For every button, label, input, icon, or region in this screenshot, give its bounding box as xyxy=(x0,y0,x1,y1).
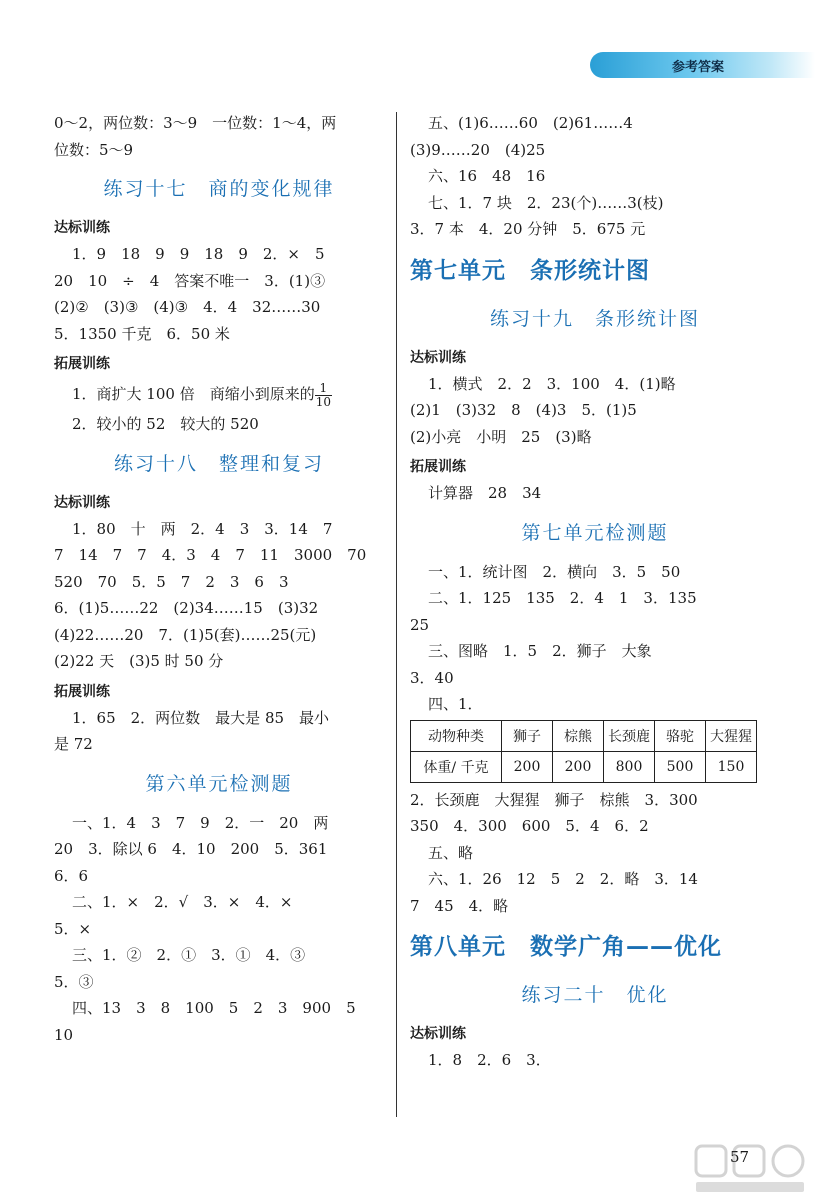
block-label: 达标训练 xyxy=(54,220,110,236)
block-label: 拓展训练 xyxy=(54,356,110,372)
unit-title: 第七单元 条形统计图 xyxy=(410,257,650,284)
answer-line: (2)22 天 (3)5 时 50 分 xyxy=(54,652,224,670)
answer-line: 六、1．26 12 5 2 2．略 3．14 xyxy=(428,870,698,888)
section-title: 练习二十 优化 xyxy=(521,984,669,1006)
section-title: 练习十七 商的变化规律 xyxy=(103,178,335,200)
answer-line: (2)② (3)③ (4)③ 4．4 32……30 xyxy=(54,298,321,316)
table-cell: 动物种类 xyxy=(411,720,502,751)
intro-line: 位数：5～9 xyxy=(54,140,134,159)
answer-line: 七、1．7 块 2．23(个)……3(枝) xyxy=(428,193,664,212)
table-cell: 500 xyxy=(655,751,706,782)
answer-line: 2．较小的 52 较大的 520 xyxy=(72,415,259,433)
answer-line xyxy=(54,377,384,411)
fraction-numerator: 1 xyxy=(315,382,332,396)
column-divider xyxy=(396,112,397,1117)
intro-line: 0～2，两位数：3～9 一位数：1～4，两 xyxy=(54,114,337,132)
answer-line: 五、略 xyxy=(428,843,474,862)
answer-line: 5．× xyxy=(54,919,92,938)
left-column xyxy=(54,110,384,1048)
table-cell: 长颈鹿 xyxy=(604,720,655,751)
answer-line: 1．8 2．6 3． xyxy=(428,1051,551,1069)
answer-line: 1．9 18 9 9 18 9 2．× 5 xyxy=(72,245,325,263)
answer-line: 是 72 xyxy=(54,735,93,753)
answer-line: 10 xyxy=(54,1025,74,1044)
answer-line: (4)22……20 7．(1)5(套)……25(元) xyxy=(54,625,317,644)
watermark-logo-icon xyxy=(690,1140,810,1196)
block-label: 拓展训练 xyxy=(54,683,110,700)
answer-line: 三、1．② 2．① 3．① 4．③ xyxy=(72,946,306,964)
answer-line: 3．40 xyxy=(410,668,454,687)
table-row xyxy=(411,751,757,782)
answer-line: 六、16 48 16 xyxy=(428,167,546,185)
answer-line: 四、1． xyxy=(428,695,483,713)
answer-line: 1．65 2．两位数 最大是 85 最小 xyxy=(72,708,330,727)
fraction xyxy=(315,382,332,409)
answer-line: (2)1 (3)32 8 (4)3 5．(1)5 xyxy=(410,401,637,419)
answer-line: 6．(1)5……22 (2)34……15 (3)32 xyxy=(54,599,319,617)
fraction-denominator: 10 xyxy=(315,394,331,409)
block-label: 达标训练 xyxy=(410,1026,466,1042)
answer-line: 20 10 ÷ 4 答案不唯一 3．(1)③ xyxy=(54,271,326,290)
answer-line: 2．长颈鹿 大猩猩 狮子 棕熊 3．300 xyxy=(410,790,698,809)
answer-line: 20 3．除以 6 4．10 200 5．361 xyxy=(54,840,328,858)
table-cell: 狮子 xyxy=(502,720,553,751)
answer-line: 二、1．× 2．√ 3．× 4．× xyxy=(72,893,293,911)
table-cell: 棕熊 xyxy=(553,720,604,751)
block-label: 拓展训练 xyxy=(410,459,466,475)
table-cell: 骆驼 xyxy=(655,720,706,751)
answer-line: 25 xyxy=(410,615,430,634)
answer-line: 3．7 本 4．20 分钟 5．675 元 xyxy=(410,220,646,238)
unit-test-title: 第七单元检测题 xyxy=(521,521,669,544)
unit-test-title: 第六单元检测题 xyxy=(145,772,293,795)
answer-line: 520 70 5．5 7 2 3 6 3 xyxy=(54,572,289,591)
answer-line: 一、1．统计图 2．横向 3．5 50 xyxy=(428,562,681,581)
table-cell: 大猩猩 xyxy=(706,720,757,751)
section-title: 练习十九 条形统计图 xyxy=(489,307,700,330)
answer-line: 计算器 28 34 xyxy=(428,484,542,502)
answer-line: 1．80 十 两 2．4 3 3．14 7 xyxy=(72,519,333,538)
answer-line: 350 4．300 600 5．4 6．2 xyxy=(410,817,649,835)
table-cell: 体重/ 千克 xyxy=(411,751,502,782)
block-label: 达标训练 xyxy=(410,349,466,366)
table-cell: 150 xyxy=(706,751,757,782)
answer-line: 7 45 4．略 xyxy=(410,896,509,915)
answer-line: 5．③ xyxy=(54,972,94,991)
header-label: 参考答案 xyxy=(672,60,725,75)
answer-line: 二、1．125 135 2．4 1 3．135 xyxy=(428,589,697,607)
answer-line: (2)小亮 小明 25 (3)略 xyxy=(410,427,592,446)
animal-weight-table xyxy=(410,720,757,783)
table-cell: 800 xyxy=(604,751,655,782)
page-number: 57 xyxy=(730,1148,750,1166)
right-column xyxy=(410,110,780,1074)
answer-line: 四、13 3 8 100 5 2 3 900 5 xyxy=(72,999,356,1017)
table-row xyxy=(411,720,757,751)
answer-line: 三、图略 1．5 2．狮子 大象 xyxy=(428,642,652,660)
answer-line: 1．横式 2．2 3．100 4．(1)略 xyxy=(428,374,676,393)
table-cell: 200 xyxy=(553,751,604,782)
answer-line: 6．6 xyxy=(54,866,89,885)
answer-line: 7 14 7 7 4．3 4 7 11 3000 70 xyxy=(54,546,367,564)
answer-line: 五、(1)6……60 (2)61……4 xyxy=(428,114,633,132)
unit-title: 第八单元 数学广角——优化 xyxy=(410,934,722,960)
table-cell: 200 xyxy=(502,751,553,782)
answer-line: (3)9……20 (4)25 xyxy=(410,140,546,159)
answer-line: 5．1350 千克 6．50 米 xyxy=(54,324,230,343)
answer-text: 1．商扩大 100 倍 商缩小到原来的 xyxy=(72,385,315,403)
answer-line: 一、1．4 3 7 9 2．一 20 两 xyxy=(72,813,329,832)
section-title: 练习十八 整理和复习 xyxy=(113,452,324,475)
block-label: 达标训练 xyxy=(54,494,110,511)
